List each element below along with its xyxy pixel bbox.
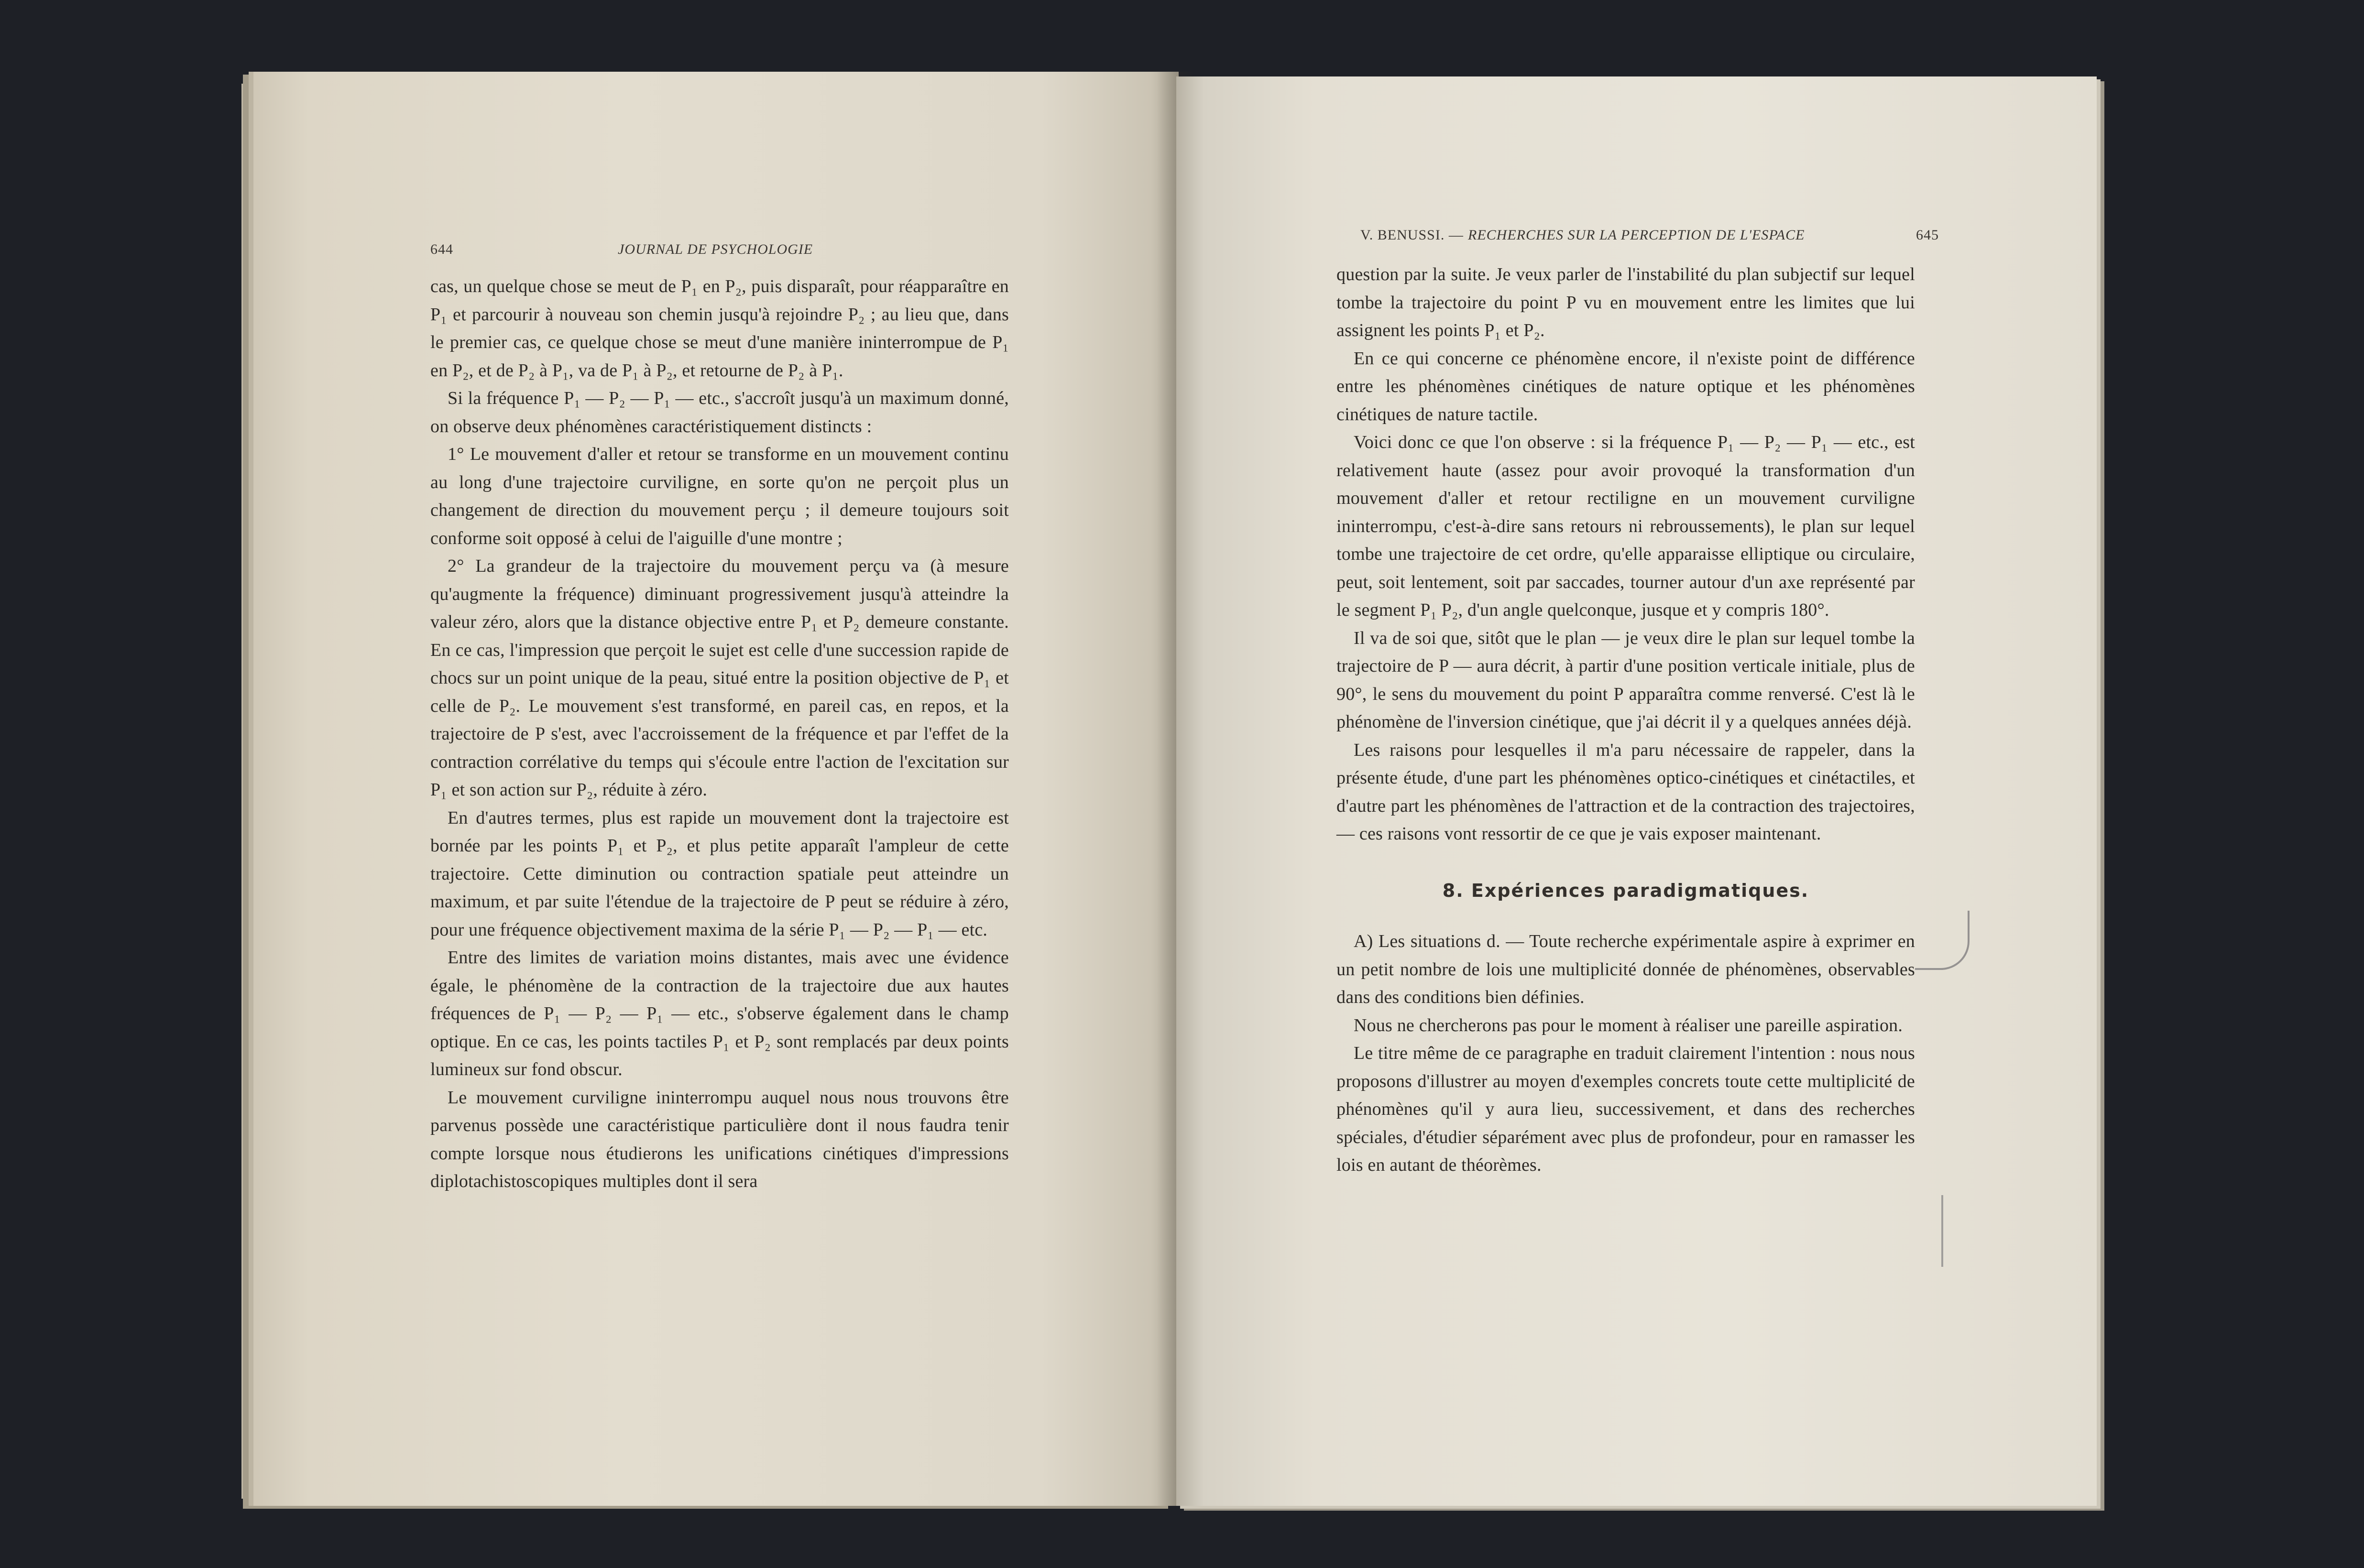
right-paragraph: Le titre même de ce paragraphe en traduit clairement l'intention : nous nous proposons d'illustrer au moyen d'exemples concrets toute cette multiplicité de phénomènes qu'il y aura lieu, successivement, et dans des recherches spéciales, d'étudier séparément avec plus de profondeur, pour en ramasser les lois en autant de théorèmes. [1336,1043,1915,1175]
right-paragraph: Voici donc ce que l'on observe : si la fréquence P₁ — P₂ — P₁ — etc., est relativement haute (assez pour avoir provoqué la transformation d'un mouvement d'aller et retour rectiligne en un mouvement curviligne ininterrompu, c'est-à-dire sans retours ni rebroussements), le plan sur lequel tombe une trajectoire de cet ordre, qu'elle apparaisse elliptique ou circulaire, peut, soit lentement, soit par saccades, tourner autour d'un axe représenté par le segment P₁ P₂, d'un angle quelconque, jusque et y compris 180°. [1336,432,1915,620]
right-paragraph: question par la suite. Je veux parler de l'instabilité du plan subjectif sur lequel tombe la trajectoire du point P vu en mouvement entre les limites que lui assignent les points P₁ et P₂. [1336,264,1915,340]
right-running-author: V. BENUSSI. — [1360,227,1464,243]
right-paragraph: Les raisons pour lesquelles il m'a paru nécessaire de rappeler, dans la présente étude, d'une part les phénomènes optico-cinétiques et cinétactiles, et d'autre part les phénomènes de l'attraction et de la contraction des trajectoires, — ces raisons vont ressortir de ce que je vais exposer maintenant. [1336,740,1915,844]
left-paragraph: En d'autres termes, plus est rapide un mouvement dont la trajectoire est bornée par les points P₁ et P₂, et plus petite apparaît l'ampleur de cette trajectoire. Cette diminution ou contraction spatiale peut atteindre un maximum, et par suite l'étendue de la trajectoire de P peut se réduire à zéro, pour une fréquence objectivement maxima de la série P₁ — P₂ — P₁ — etc. [430,807,1009,940]
left-running-title: JOURNAL DE PSYCHOLOGIE [618,241,813,257]
right-page [1176,76,2097,1506]
left-paragraph: Si la fréquence P₁ — P₂ — P₁ — etc., s'accroît jusqu'à un maximum donné, on observe deux phénomènes caractéristiquement distincts : [430,388,1009,436]
right-paragraph: Il va de soi que, sitôt que le plan — je veux dire le plan sur lequel tombe la trajectoire de P — aura décrit, à partir d'une position verticale initiale, plus de 90°, le sens du mouvement du point P apparaîtra comme renversé. C'est là le phénomène de l'inversion cinétique, que j'ai décrit il y a quelques années déjà. [1336,628,1915,732]
section-heading: 8. Expériences paradigmatiques. [1442,880,1809,901]
pencil-margin-tick [1941,1195,1943,1267]
left-paragraph: cas, un quelque chose se meut de P₁ en P₂, puis disparaît, pour réapparaître en P₁ et parcourir à nouveau son chemin jusqu'à rejoindre P₂ ; au lieu que, dans le premier cas, ce quelque chose se meut d'une manière ininterrompue de P₁ en P₂, et de P₂ à P₁, va de P₁ à P₂, et retourne de P₂ à P₁. [430,276,1009,381]
left-paragraph: 2° La grandeur de la trajectoire du mouvement perçu va (à mesure qu'augmente la fréquence) diminuant progressivement jusqu'à atteindre la valeur zéro, alors que la distance objective entre P₁ et P₂ demeure constante. En ce cas, l'impression que perçoit le sujet est celle d'une succession rapide de chocs sur un point unique de la peau, situé entre la position objective de P₁ et celle de P₂. Le mouvement s'est transformé, en pareil cas, en repos, et la trajectoire de P s'est, avec l'accroissement de la fréquence et par l'effet de la contraction corrélative du temps qui s'écoule entre l'action de l'excitation sur P₁ et son action sur P₂, réduite à zéro. [430,556,1009,800]
right-paragraph: Nous ne chercherons pas pour le moment à réaliser une pareille aspiration. [1354,1015,1903,1035]
left-text-block [430,272,1009,1196]
left-paragraph: 1° Le mouvement d'aller et retour se transforme en un mouvement continu au long d'une trajectoire curviligne, en sorte qu'on ne perçoit plus un changement de direction du mouvement perçu ; il demeure toujours soit conforme soit opposé à celui de l'aiguille d'une montre ; [430,444,1009,548]
right-paragraph: A) Les situations d. — Toute recherche expérimentale aspire à exprimer en un petit nombre de lois une multiplicité donnée de phénomènes, observables dans des conditions bien définies. [1336,931,1915,1007]
left-paragraph: Entre des limites de variation moins distantes, mais avec une évidence égale, le phénomène de la contraction de la trajectoire due aux hautes fréquences de P₁ — P₂ — P₁ — etc., s'observe également dans le champ optique. En ce cas, les points tactiles P₁ et P₂ sont remplacés par deux points lumineux sur fond obscur. [430,947,1009,1079]
left-page-number: 644 [430,241,453,257]
left-page [253,72,1179,1506]
left-running-head [430,241,1009,265]
left-paragraph: Le mouvement curviligne ininterrompu auquel nous nous trouvons être parvenus possède une caractéristique particulière dont il nous faudra tenir compte lorsque nous étudierons les unifications cinétiques d'impressions diplotachistoscopiques multiples dont il sera [430,1087,1009,1191]
right-page-number: 645 [1916,227,1939,243]
right-running-title: RECHERCHES SUR LA PERCEPTION DE L'ESPACE [1468,227,1805,243]
right-running-head [1360,227,1939,251]
pencil-margin-mark [1915,911,1970,970]
right-paragraph: En ce qui concerne ce phénomène encore, il n'existe point de différence entre les phénomènes cinétiques de nature optique et les phénomènes cinétiques de nature tactile. [1336,348,1915,425]
right-text-block [1336,261,1915,1179]
